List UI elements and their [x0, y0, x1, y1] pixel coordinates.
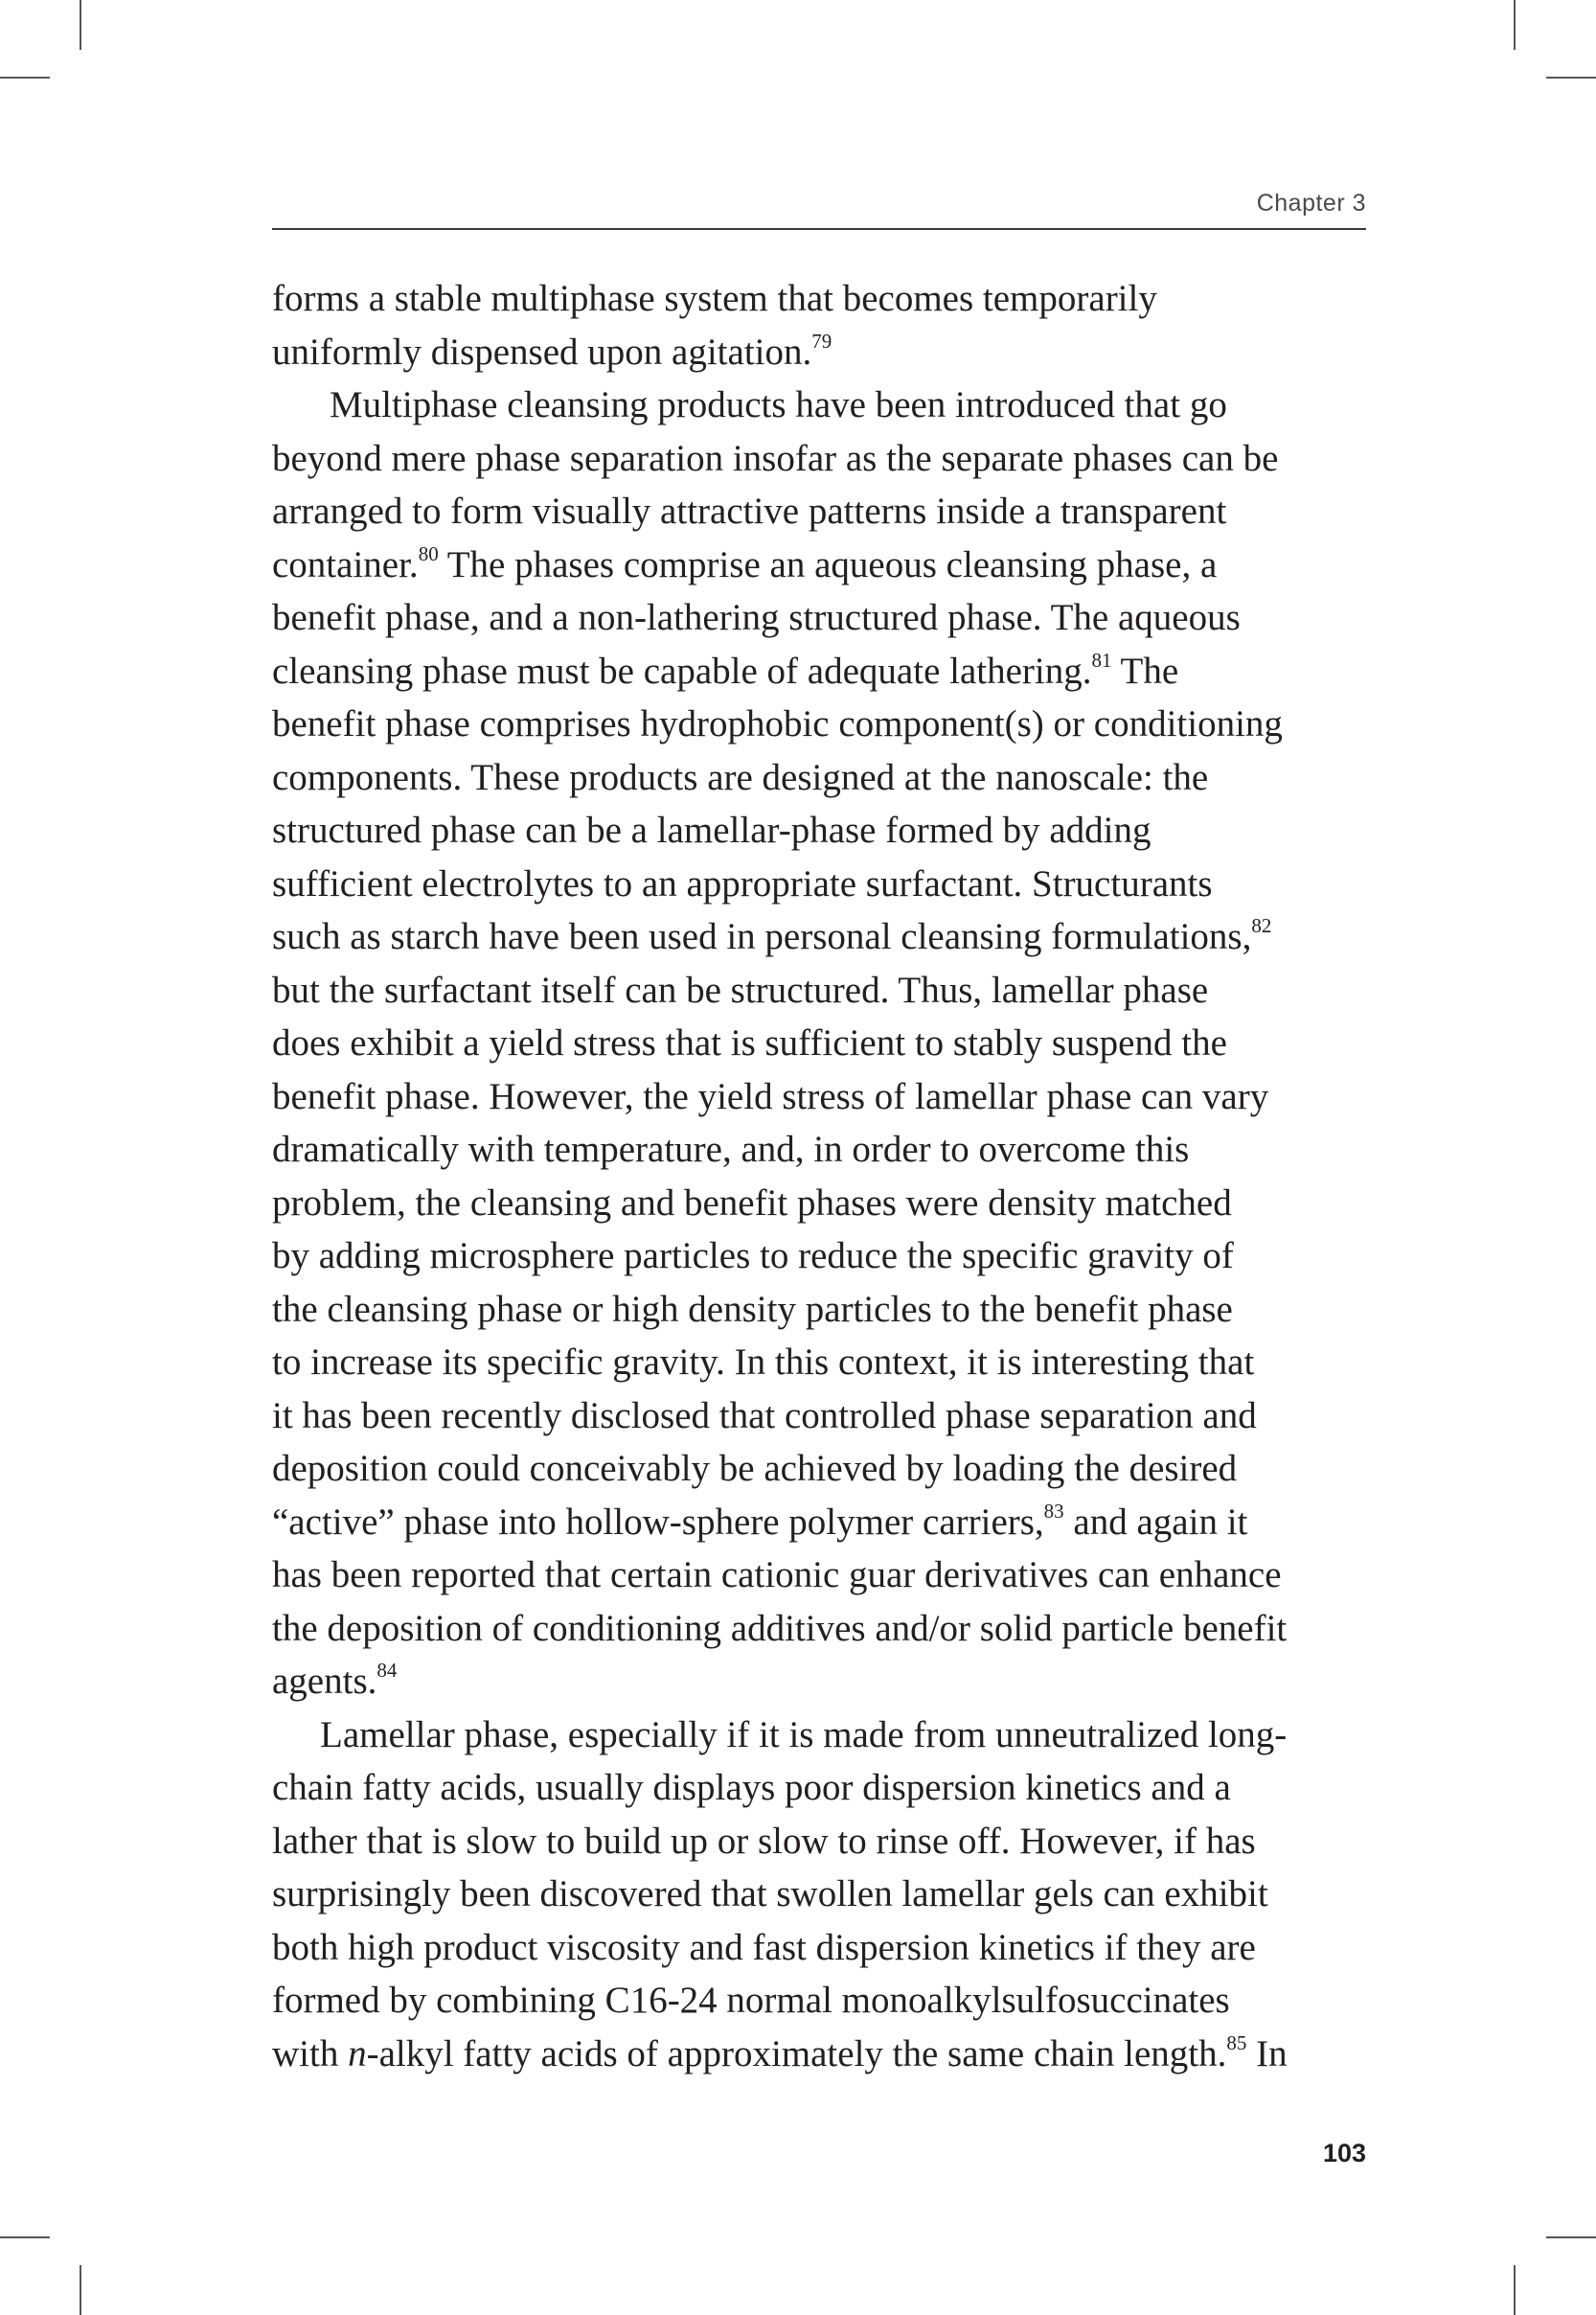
line-text: has been reported that certain cationic guar derivatives can enhance [272, 1554, 1282, 1595]
line-text: container. [272, 543, 419, 585]
line-text: the cleansing phase or high density particles to the benefit phase [272, 1288, 1233, 1330]
crop-mark-bottom-right-h [1546, 2236, 1596, 2238]
text-line [272, 1070, 1366, 1124]
line-text: dramatically with temperature, and, in order to overcome this [272, 1129, 1190, 1170]
crop-mark-top-right-h [1546, 77, 1596, 79]
text-line [272, 2028, 1366, 2081]
line-text: both high product viscosity and fast dispersion kinetics if they are [272, 1926, 1256, 1968]
line-text: beyond mere phase separation insofar as the separate phases can be [272, 437, 1279, 479]
crop-mark-bottom-left-h [0, 2236, 50, 2238]
line-text: it has been recently disclosed that controlled phase separation and [272, 1394, 1257, 1436]
text-line [272, 1283, 1366, 1337]
line-text-after-reference: The phases comprise an aqueous cleansing phase, a [438, 543, 1218, 585]
text-line [272, 378, 1366, 432]
text-line [272, 1017, 1366, 1070]
line-text: arranged to form visually attractive patterns inside a transparent [272, 491, 1227, 532]
text-line [272, 1815, 1366, 1868]
text-line [272, 645, 1366, 699]
text-line [272, 858, 1366, 911]
page-number: 103 [1322, 2139, 1366, 2167]
line-text: lather that is slow to build up or slow to rinse off. However, if has [272, 1820, 1256, 1862]
line-text-after-reference: In [1246, 2032, 1288, 2074]
text-line [272, 485, 1366, 539]
paragraph [272, 1708, 1366, 2081]
text-line [272, 1123, 1366, 1177]
text-line [272, 1389, 1366, 1443]
line-text: sufficient electrolytes to an appropriate surfactant. Structurants [272, 862, 1213, 905]
text-line [272, 272, 1366, 326]
text-line [272, 432, 1366, 486]
text-line [272, 1708, 1366, 1762]
text-line [272, 1974, 1366, 2028]
line-text: but the surfactant itself can be structured. Thus, lamellar phase [272, 969, 1209, 1011]
line-text: by adding microsphere particles to reduce the specific gravity of [272, 1235, 1234, 1276]
text-line [272, 1761, 1366, 1815]
line-text: with [272, 2032, 349, 2074]
footnote-reference: 83 [1043, 1499, 1064, 1523]
line-text: cleansing phase must be capable of adequate lathering. [272, 650, 1092, 692]
line-text-continued: -alkyl fatty acids of approximately the same chain length. [366, 2032, 1227, 2074]
crop-mark-bottom-left [80, 2265, 81, 2315]
paragraph [272, 378, 1366, 1708]
line-text-after-reference: and again it [1063, 1501, 1248, 1543]
line-text-after-reference: The [1111, 650, 1179, 692]
line-text: to increase its specific gravity. In this context, it is interesting that [272, 1341, 1255, 1383]
footnote-reference: 79 [811, 329, 832, 353]
line-text: benefit phase. However, the yield stress of lamellar phase can vary [272, 1075, 1269, 1117]
footnote-reference: 84 [376, 1659, 398, 1682]
line-text: forms a stable multiphase system that becomes temporarily [272, 278, 1157, 319]
crop-mark-top-left [80, 0, 81, 50]
line-text: benefit phase comprises hydrophobic component(s) or conditioning [272, 703, 1283, 745]
line-text: benefit phase, and a non-lathering structured phase. The aqueous [272, 597, 1241, 638]
running-header [272, 188, 1366, 230]
text-line [272, 1442, 1366, 1496]
text-line [272, 1921, 1366, 1975]
text-line [272, 591, 1366, 645]
line-text: formed by combining C16-24 normal monoalkylsulfosuccinates [272, 1980, 1230, 2021]
paragraph [272, 272, 1366, 378]
line-text: chain fatty acids, usually displays poor dispersion kinetics and a [272, 1767, 1231, 1808]
line-text: structured phase can be a lamellar-phase formed by adding [272, 810, 1151, 851]
footnote-reference: 82 [1251, 914, 1272, 937]
text-line [272, 804, 1366, 858]
text-line [272, 1177, 1366, 1230]
line-text: surprisingly been discovered that swollen lamellar gels can exhibit [272, 1873, 1268, 1914]
line-text: Lamellar phase, especially if it is made from unneutralized long- [320, 1713, 1288, 1755]
crop-mark-top-right [1514, 0, 1516, 50]
text-line [272, 1602, 1366, 1656]
chapter-label: Chapter 3 [1256, 190, 1366, 217]
line-text: uniformly dispensed upon agitation. [272, 331, 812, 373]
line-text: the deposition of conditioning additives and/or solid particle benefit [272, 1607, 1288, 1649]
text-line [272, 698, 1366, 751]
line-text: deposition could conceivably be achieved by loading the desired [272, 1448, 1238, 1489]
text-line [272, 910, 1366, 964]
line-text: “active” phase into hollow-sphere polymer carriers, [272, 1501, 1044, 1543]
line-text: such as starch have been used in personal cleansing formulations, [272, 916, 1252, 957]
text-line [272, 1548, 1366, 1602]
crop-mark-top-left-h [0, 77, 50, 79]
line-text: components. These products are designed at the nanoscale: the [272, 756, 1209, 798]
footnote-reference: 81 [1091, 648, 1112, 672]
text-line [272, 751, 1366, 805]
text-line [272, 1229, 1366, 1283]
header-rule [272, 228, 1366, 230]
text-line [272, 1336, 1366, 1389]
footnote-reference: 80 [418, 541, 439, 565]
line-text: does exhibit a yield stress that is sufficient to stably suspend the [272, 1022, 1227, 1064]
body-text [272, 272, 1366, 2080]
line-text: agents. [272, 1661, 377, 1702]
text-line [272, 964, 1366, 1018]
text-line [272, 326, 1366, 379]
line-text: problem, the cleansing and benefit phases were density matched [272, 1181, 1232, 1224]
line-text: Multiphase cleansing products have been introduced that go [330, 384, 1227, 425]
text-line [272, 1868, 1366, 1921]
italic-term: n [348, 2032, 367, 2074]
text-line [272, 1655, 1366, 1708]
footnote-reference: 85 [1226, 2030, 1247, 2054]
crop-mark-bottom-right [1514, 2265, 1516, 2315]
text-line [272, 539, 1366, 592]
text-line [272, 1496, 1366, 1549]
